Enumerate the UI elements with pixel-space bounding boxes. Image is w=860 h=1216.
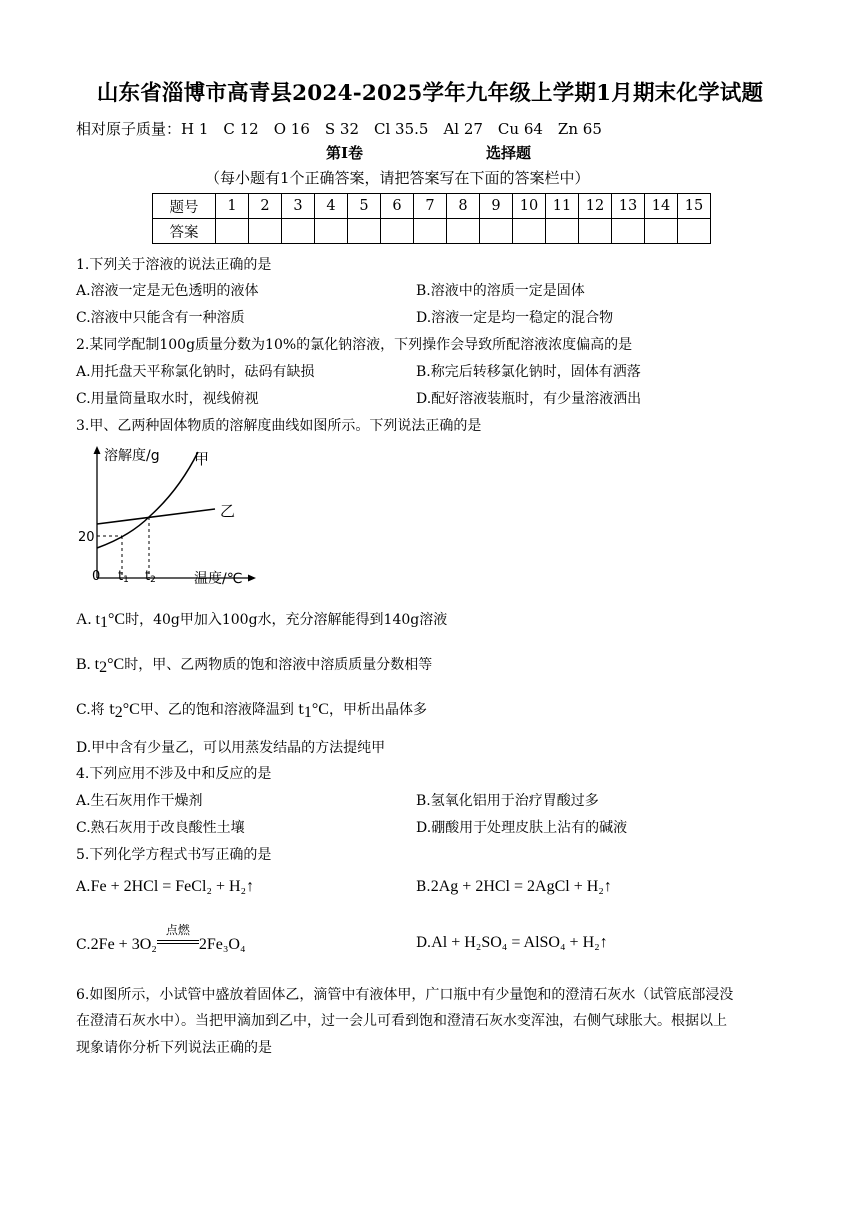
graph-label-yi: 乙 [220,502,236,520]
q3-option-d: D.甲中含有少量乙，可以用蒸发结晶的方法提纯甲 [76,740,386,756]
answer-table-answer-row [153,219,711,244]
y-axis-arrow [94,446,101,454]
solubility-graph [70,440,260,590]
answer-cell[interactable] [645,219,678,244]
question-number-cell: 13 [612,194,645,219]
answer-cell[interactable] [414,219,447,244]
q5-option-d: D.Al + H₂SO₄ = AlSO₄ + H₂↑ [416,934,608,951]
question-number-cell: 5 [348,194,381,219]
q4-option-b: B.氢氧化铝用于治疗胃酸过多 [416,793,599,809]
reaction-condition-equals [157,923,199,949]
answer-cell[interactable] [315,219,348,244]
graph-ytick-20: 20 [78,530,95,545]
question-number-cell: 7 [414,194,447,219]
q1-option-a: A.溶液一定是无色透明的液体 [76,283,259,299]
answer-cell[interactable] [249,219,282,244]
q5-option-b: B.2Ag + 2HCl = 2AgCl + H₂↑ [416,878,612,895]
answer-cell[interactable] [216,219,249,244]
question-number-cell: 3 [282,194,315,219]
q3-option-c: C.将 $t_2^\circ C$甲、乙的饱和溶液降温到 $t_1^\circ C$，甲析出晶体多 [76,701,427,721]
q6-stem-line3: 现象请你分析下列说法正确的是 [76,1040,272,1056]
question-number-cell: 8 [447,194,480,219]
question-number-cell: 2 [249,194,282,219]
x-axis-arrow [248,575,256,582]
question-number-cell: 11 [546,194,579,219]
graph-xlabel: 温度/℃ [194,571,243,587]
q1-stem: 1.下列关于溶液的说法正确的是 [76,257,272,273]
answer-table-row-label: 题号 [153,194,216,219]
curve-jia [97,452,198,548]
atomic-mass-line: 相对原子质量：H 1 C 12 O 16 S 32 Cl 35.5 Al 27 Cu 64 Zn 65 [76,120,602,138]
q4-option-d: D.硼酸用于处理皮肤上沾有的碱液 [416,820,628,836]
answer-cell[interactable] [282,219,315,244]
answer-cell[interactable] [579,219,612,244]
q5-stem: 5.下列化学方程式书写正确的是 [76,847,272,863]
reaction-condition: 点燃 [165,923,190,937]
answer-cell[interactable] [678,219,711,244]
question-number-cell: 4 [315,194,348,219]
answer-table-row-label: 答案 [153,219,216,244]
answer-cell[interactable] [513,219,546,244]
q2-option-a: A.用托盘天平称氯化钠时，砝码有缺损 [76,364,315,380]
q2-option-c: C.用量筒量取水时，视线俯视 [76,391,259,407]
section-note: （每小题有1个正确答案，请把答案写在下面的答案栏中） [205,169,590,187]
question-number-cell: 15 [678,194,711,219]
graph-xtick-t1: t1 [118,569,129,585]
section-title: 第Ⅰ卷 [326,144,364,162]
q2-option-b: B.称完后转移氯化钠时，固体有洒落 [416,364,641,380]
q3-stem: 3.甲、乙两种固体物质的溶解度曲线如图所示。下列说法正确的是 [76,418,482,434]
answer-cell[interactable] [546,219,579,244]
answer-table-number-row [153,194,711,219]
q4-option-c: C.熟石灰用于改良酸性土壤 [76,820,245,836]
q1-option-c: C.溶液中只能含有一种溶质 [76,310,245,326]
q2-stem: 2.某同学配制100g质量分数为10%的氯化钠溶液，下列操作会导致所配溶液浓度偏高的是 [76,337,633,353]
question-number-cell: 14 [645,194,678,219]
q1-option-b: B.溶液中的溶质一定是固体 [416,283,585,299]
section-type: 选择题 [486,144,532,162]
answer-cell[interactable] [348,219,381,244]
q5-option-a: A.Fe + 2HCl = FeCl₂ + H₂↑ [76,878,255,895]
graph-label-jia: 甲 [194,450,210,468]
question-number-cell: 10 [513,194,546,219]
answer-cell[interactable] [612,219,645,244]
question-number-cell: 1 [216,194,249,219]
answer-table [152,193,711,244]
q1-option-d: D.溶液一定是均一稳定的混合物 [416,310,614,326]
graph-ylabel: 溶解度/g [104,448,160,464]
q3-option-a: A. $t_1^\circ C$时，40g甲加入100g水，充分溶解能得到140g溶液 [76,611,448,631]
answer-cell[interactable] [480,219,513,244]
q2-option-d: D.配好溶液装瓶时，有少量溶液洒出 [416,391,642,407]
answer-cell[interactable] [381,219,414,244]
question-number-cell: 6 [381,194,414,219]
q3-option-b: B. $t_2^\circ C$时，甲、乙两物质的饱和溶液中溶质质量分数相等 [76,656,433,676]
q6-stem-line2: 在澄清石灰水中）。当把甲滴加到乙中，过一会儿可看到饱和澄清石灰水变浑浊，右侧气球胀大。根据以上 [76,1013,727,1029]
q4-stem: 4.下列应用不涉及中和反应的是 [76,766,272,782]
graph-xtick-t2: t2 [145,569,156,585]
exam-title: 山东省淄博市高青县2024-2025学年九年级上学期1月期末化学试题 [96,81,764,106]
q5-option-c: C.2Fe + 3O₂ 点燃 2Fe₃O₄ [76,923,246,953]
q4-option-a: A.生石灰用作干燥剂 [76,793,203,809]
question-number-cell: 12 [579,194,612,219]
question-number-cell: 9 [480,194,513,219]
graph-origin: 0 [92,569,101,584]
q6-stem-line1: 6.如图所示，小试管中盛放着固体乙，滴管中有液体甲，广口瓶中有少量饱和的澄清石灰水（试管底部浸没 [76,987,734,1003]
answer-cell[interactable] [447,219,480,244]
